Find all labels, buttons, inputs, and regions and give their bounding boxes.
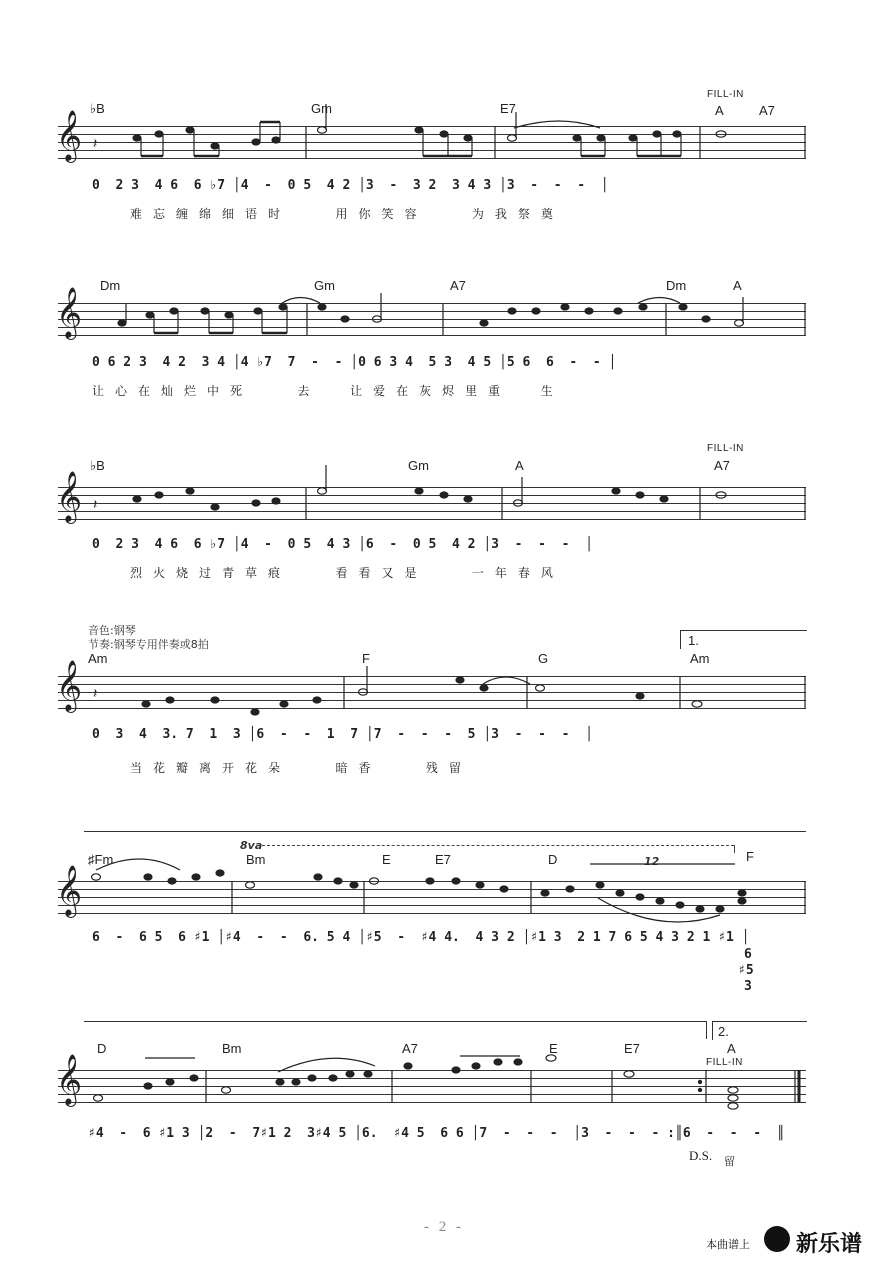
chord-label: E7 <box>435 852 451 867</box>
chord-label: ♭B <box>90 458 105 473</box>
chord-label: A <box>733 278 742 293</box>
chord-label: G <box>538 651 549 666</box>
rhythm-note: 节奏:钢琴专用伴奏或8拍 <box>88 638 209 651</box>
svg-text:𝄽: 𝄽 <box>93 136 98 152</box>
chord-label: E <box>549 1041 558 1056</box>
treble-clef-icon: 𝄞 <box>56 471 83 522</box>
volta-bracket-1 <box>680 630 807 649</box>
chord-label: E7 <box>624 1041 640 1056</box>
chord-label: Am <box>690 651 710 666</box>
chord-label: Dm <box>100 278 121 293</box>
chord-label: E <box>382 852 391 867</box>
chord-label: A7 <box>714 458 730 473</box>
fill-in-label: FILL-IN <box>707 443 744 454</box>
octave-dashes <box>262 845 734 846</box>
chord-label: Gm <box>314 278 335 293</box>
chord-stack: 6 <box>744 947 752 962</box>
staff <box>56 865 806 916</box>
treble-clef-icon: 𝄞 <box>56 287 83 338</box>
chord-label: F <box>746 849 754 864</box>
lyrics-line: 当花瓣离开花朵 暗香 残留 <box>130 761 472 775</box>
chord-stack: ♯5 <box>738 963 754 978</box>
brand-logo-icon <box>764 1226 790 1252</box>
treble-clef-icon: 𝄞 <box>56 110 83 161</box>
octave-mark: 8va <box>240 839 263 852</box>
volta-end <box>706 1021 707 1039</box>
staff <box>56 287 806 338</box>
section-rule <box>84 831 806 832</box>
chord-label: E7 <box>500 101 516 116</box>
chord-label: Bm <box>246 852 266 867</box>
jianpu-line: 0 3 4 3. 7 1 3 │6 - - 1 7 │7 - - - 5 │3 - - - │ <box>92 727 593 742</box>
svg-text:𝄽: 𝄽 <box>93 497 98 513</box>
treble-clef-icon: 𝄞 <box>56 865 83 916</box>
chord-label: ♯Fm <box>88 852 114 867</box>
octave-end <box>734 845 735 853</box>
chord-label: Am <box>88 651 108 666</box>
volta-label: 2. <box>718 1024 729 1039</box>
chord-label: A <box>515 458 524 473</box>
chord-label: A <box>715 103 724 118</box>
chord-stack: 3 <box>744 979 752 994</box>
lyrics-line: 烈火烧过青草痕 看看又是 一年春风 <box>130 566 564 580</box>
chord-label: Gm <box>311 101 332 116</box>
ds-small-label: 留 <box>724 1156 735 1168</box>
fill-in-label: FILL-IN <box>706 1057 743 1068</box>
jianpu-line: 0 6 2 3 4 2 3 4 │4 ♭7 7 - - │0 6 3 4 5 3 4 5 │5 6 6 - - │ <box>92 355 617 370</box>
chord-label: D <box>97 1041 107 1056</box>
jianpu-line: 0 2 3 4 6 6 ♭7 │4 - 0 5 4 2 │3 - 3 2 3 4 3 │3 - - - │ <box>92 178 609 193</box>
jianpu-line: 0 2 3 4 6 6 ♭7 │4 - 0 5 4 3 │6 - 0 5 4 2 │3 - - - │ <box>92 537 593 552</box>
lyrics-line: 让心在灿烂中死 去 让爱在灰烬里重 生 <box>92 384 564 398</box>
chord-label: Dm <box>666 278 687 293</box>
section-rule <box>84 1021 706 1022</box>
chord-label: Gm <box>408 458 429 473</box>
jianpu-line: ♯4 - 6 ♯1 3 │2 - 7♯1 2 3♯4 5 │6. ♯4 5 6 6 │7 - - - │3 - - - :║6 - - - ║ <box>88 1126 785 1141</box>
tuplet-label: 12 <box>644 855 660 868</box>
page-number: - 2 - <box>424 1219 464 1235</box>
lyrics-line: 难忘缠绵细语时 用你笑容 为我祭奠 <box>130 207 564 221</box>
volta-label: 1. <box>688 633 699 648</box>
chord-label: Bm <box>222 1041 242 1056</box>
svg-text:𝄽: 𝄽 <box>93 686 98 702</box>
chord-label: A7 <box>402 1041 418 1056</box>
brand-name: 新乐谱 <box>796 1232 863 1257</box>
chord-label: A7 <box>450 278 466 293</box>
staff <box>56 471 806 522</box>
chord-label: F <box>362 651 370 666</box>
chord-label: D <box>548 852 558 867</box>
chord-label: ♭B <box>90 101 105 116</box>
staff <box>56 660 806 711</box>
tone-note: 音色:钢琴 <box>88 624 136 637</box>
chord-label: A7 <box>759 103 775 118</box>
fill-in-label: FILL-IN <box>707 89 744 100</box>
treble-clef-icon: 𝄞 <box>56 660 83 711</box>
jianpu-line: 6 - 6 5 6 ♯1 │♯4 - - 6. 5 4 │♯5 - ♯4 4. 4 3 2 │♯1 3 2 1 7 6 5 4 3 2 1 ♯1 │ <box>92 930 750 945</box>
treble-clef-icon: 𝄞 <box>56 1054 83 1105</box>
chord-label: A <box>727 1041 736 1056</box>
ds-label: D.S. <box>689 1148 713 1163</box>
brand-small-text: 本曲谱上 <box>706 1238 750 1251</box>
